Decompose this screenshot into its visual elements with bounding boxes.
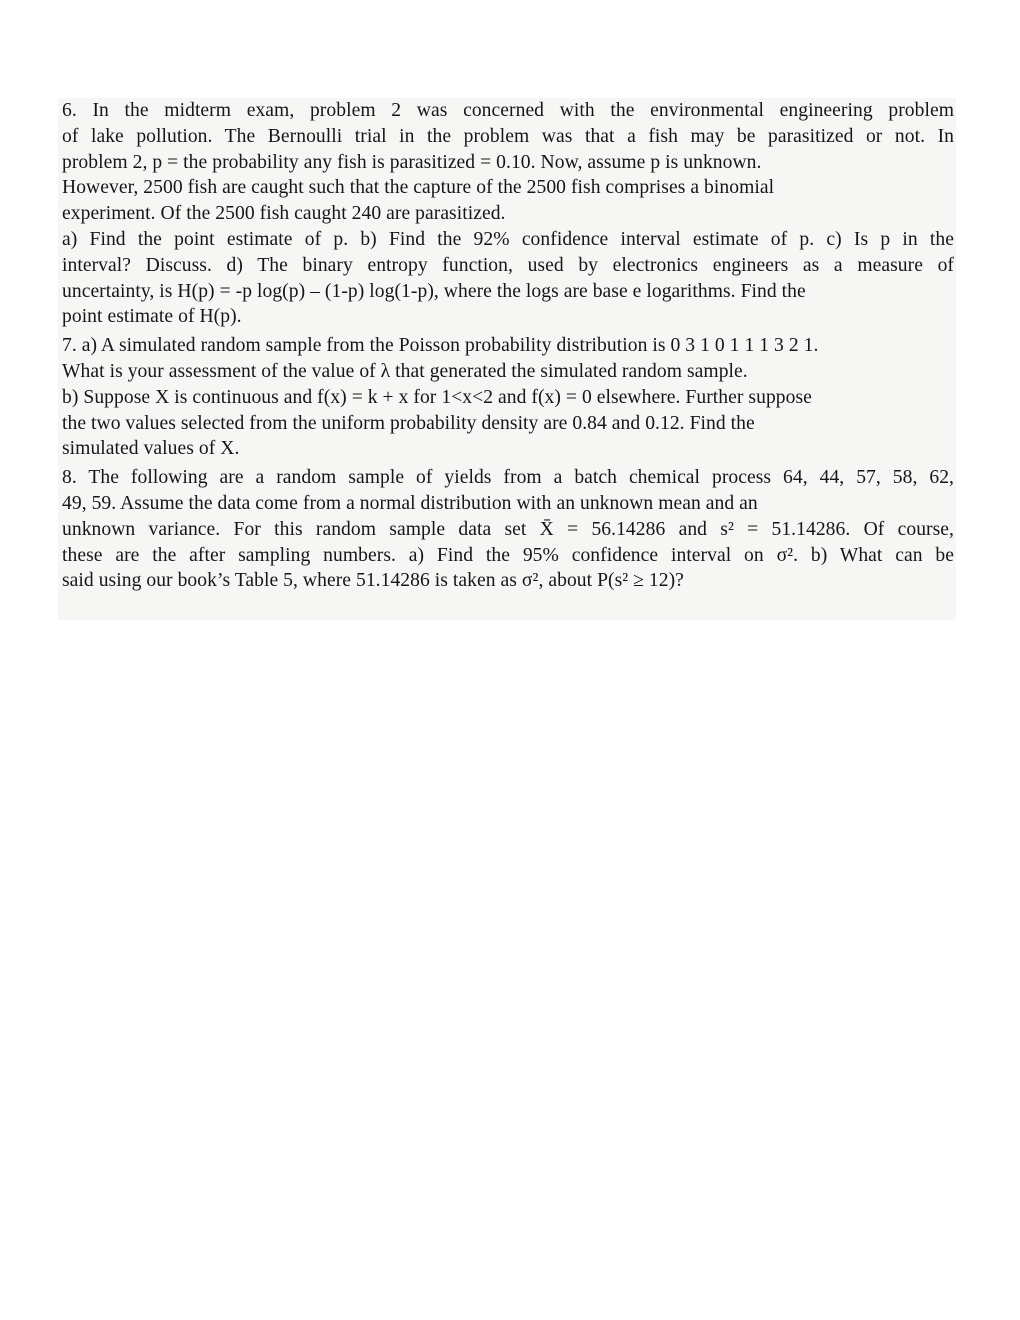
problem-6-line-1: 6. In the midterm exam, problem 2 was concerned with the environmental engineering problem	[62, 100, 954, 121]
problem-6-line-9: point estimate of H(p).	[62, 306, 242, 328]
problem-7	[62, 333, 954, 462]
problem-8-line-5: said using our book’s Table 5, where 51.14286 is taken as σ², about P(s² ≥ 12)?	[62, 570, 684, 592]
problem-7-line-2: What is your assessment of the value of λ that generated the simulated random sample.	[62, 360, 748, 382]
problem-6	[62, 98, 954, 330]
problem-6-line-8: uncertainty, is H(p) = -p log(p) – (1-p) log(1-p), where the logs are base e logarithms. Find the	[62, 280, 806, 302]
problem-7-line-3: b) Suppose X is continuous and f(x) = k + x for 1<x<2 and f(x) = 0 elsewhere. Further suppose	[62, 386, 812, 408]
problem-6-line-5: experiment. Of the 2500 fish caught 240 are parasitized.	[62, 203, 506, 225]
problem-6-line-2: of lake pollution. The Bernoulli trial in the problem was that a fish may be parasitized or not. In	[62, 125, 954, 147]
problem-8-line-4: these are the after sampling numbers. a) Find the 95% confidence interval on σ². b) What can be	[62, 544, 954, 566]
problem-sheet	[62, 98, 954, 594]
problem-6-line-4: However, 2500 fish are caught such that the capture of the 2500 fish comprises a binomial	[62, 177, 775, 199]
problem-7-line-4: the two values selected from the uniform probability density are 0.84 and 0.12. Find the	[62, 412, 755, 434]
problem-6-line-3: problem 2, p = the probability any fish is parasitized = 0.10. Now, assume p is unknown.	[62, 151, 762, 173]
problem-6-line-7: interval? Discuss. d) The binary entropy function, used by electronics engineers as a measure of	[62, 254, 954, 276]
problem-7-line-5: simulated values of X.	[62, 438, 240, 460]
problem-6-line-6: a) Find the point estimate of p. b) Find the 92% confidence interval estimate of p. c) Is p in the	[62, 228, 954, 250]
problem-7-line-1: 7. a) A simulated random sample from the Poisson probability distribution is 0 3 1 0 1 1 1 3 2 1.	[62, 335, 819, 357]
problem-8-line-2: 49, 59. Assume the data come from a normal distribution with an unknown mean and an	[62, 492, 758, 514]
problem-8-line-1: 8. The following are a random sample of yields from a batch chemical process 64, 44, 57, 58, 62,	[62, 467, 954, 489]
problem-8-line-3: unknown variance. For this random sample data set X̄ = 56.14286 and s² = 51.14286. Of course,	[62, 518, 954, 540]
problem-8	[62, 465, 954, 594]
